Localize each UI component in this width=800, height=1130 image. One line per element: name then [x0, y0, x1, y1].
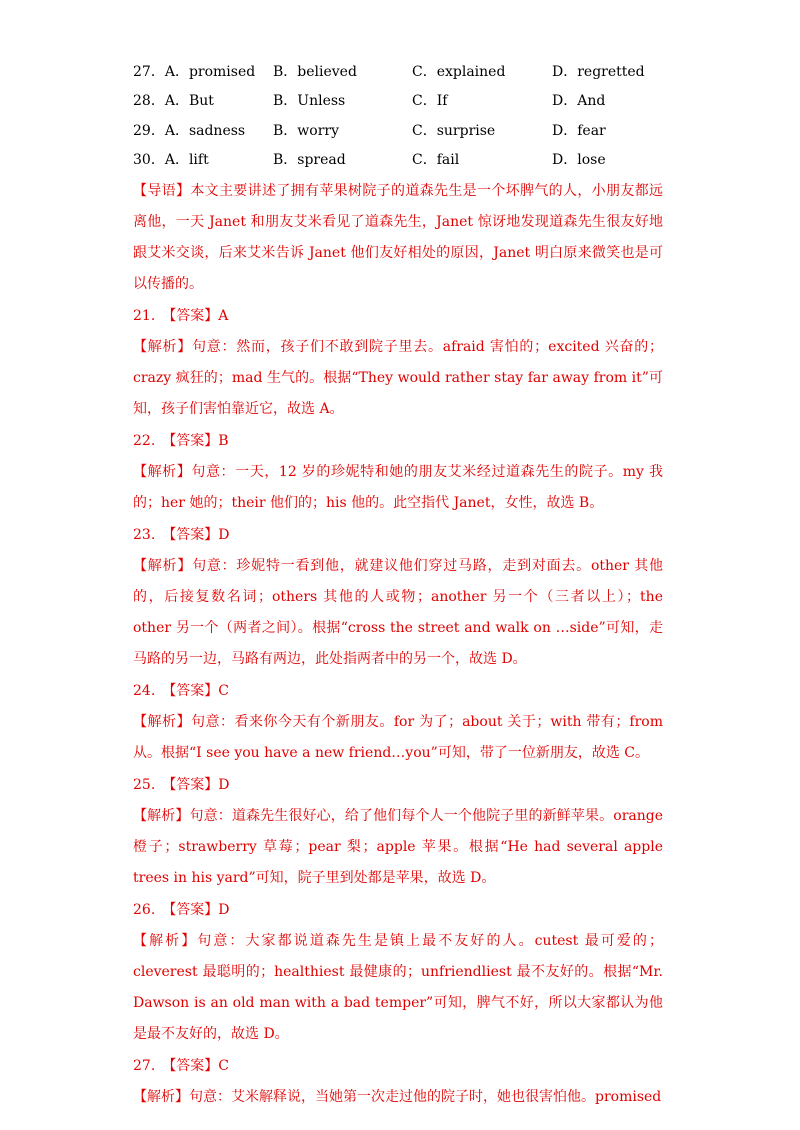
option-d: D．regretted — [552, 63, 645, 80]
analysis-paragraph: 【解析】句意：看来你今天有个新朋友。for 为了；about 关于；with 带有；from 从。根据“I see you have a new friend…you”可知，带了一位新朋友，故选 C。 — [133, 714, 663, 761]
answer-label: 27. 【答案】C — [133, 1058, 229, 1074]
options-block — [133, 56, 663, 174]
analysis-paragraph: 【解析】句意：然而，孩子们不敢到院子里去。afraid 害怕的；excited 兴奋的；crazy 疯狂的；mad 生气的。根据“They would rather stay far away from it”可知，孩子们害怕靠近它，故选 A。 — [133, 339, 663, 417]
option-a: 30．A．lift — [133, 152, 209, 169]
option-row — [133, 86, 663, 116]
option-d: D．fear — [552, 122, 606, 139]
option-a: 29．A．sadness — [133, 122, 246, 139]
option-d: D．And — [552, 93, 606, 110]
option-c: C．If — [412, 93, 448, 110]
option-a: 27．A．promised — [133, 63, 256, 80]
answer-label: 26. 【答案】D — [133, 902, 230, 918]
answer-label: 23. 【答案】D — [133, 527, 230, 543]
option-c: C．explained — [412, 63, 506, 80]
analysis-paragraph: 【解析】句意：一天，12 岁的珍妮特和她的朋友艾米经过道森先生的院子。my 我的；her 她的；their 他们的；his 他的。此空指代 Janet，女性，故选 B。 — [133, 464, 663, 511]
option-b: B．Unless — [273, 93, 346, 110]
analysis-paragraph: 【解析】句意：珍妮特一看到他，就建议他们穿过马路，走到对面去。other 其他的，后接复数名词；others 其他的人或物；another 另一个（三者以上）；the other 另一个（两者之间）。根据“cross the street and walk on …side”可知，走马路的另一边，马路有两边，此处指两者中的另一个，故选 D。 — [133, 558, 663, 667]
option-b: B．spread — [273, 152, 346, 169]
analysis-paragraph: 【解析】句意：大家都说道森先生是镇上最不友好的人。cutest 最可爱的；cleverest 最聪明的；healthiest 最健康的；unfriendliest 最不友好的。根据“Mr. Dawson is an old man with a bad temper”可知，脾气不好，所以大家都认为他是最不友好的，故选 D。 — [133, 933, 663, 1042]
intro-paragraph: 【导语】本文主要讲述了拥有苹果树院子的道森先生是一个坏脾气的人，小朋友都远离他，一天 Janet 和朋友艾米看见了道森先生，Janet 惊讶地发现道森先生很友好地跟艾米交谈，后来艾米告诉 Janet 他们友好相处的原因，Janet 明白原来微笑也是可以传播的。 — [133, 183, 663, 292]
analysis-paragraph: 【解析】句意：道森先生很好心，给了他们每个人一个他院子里的新鲜苹果。orange 橙子；strawberry 草莓；pear 梨；apple 苹果。根据“He had several apple trees in his yard”可知，院子里到处都是苹果，故选 D。 — [133, 808, 663, 886]
option-row — [133, 56, 663, 86]
option-d: D．lose — [552, 152, 606, 169]
answer-label: 24. 【答案】C — [133, 683, 229, 699]
answer-label: 25. 【答案】D — [133, 777, 230, 793]
answer-label: 21. 【答案】A — [133, 308, 229, 324]
option-c: C．fail — [412, 152, 460, 169]
answer-label: 22. 【答案】B — [133, 433, 229, 449]
document-page — [133, 56, 663, 1113]
option-row — [133, 115, 663, 145]
option-a: 28．A．But — [133, 93, 214, 110]
option-c: C．surprise — [412, 122, 496, 139]
option-row — [133, 145, 663, 175]
analysis-paragraph: 【解析】句意：艾米解释说，当她第一次走过他的院子时，她也很害怕他。promised — [133, 1089, 662, 1105]
option-b: B．worry — [273, 122, 339, 139]
option-b: B．believed — [273, 63, 357, 80]
